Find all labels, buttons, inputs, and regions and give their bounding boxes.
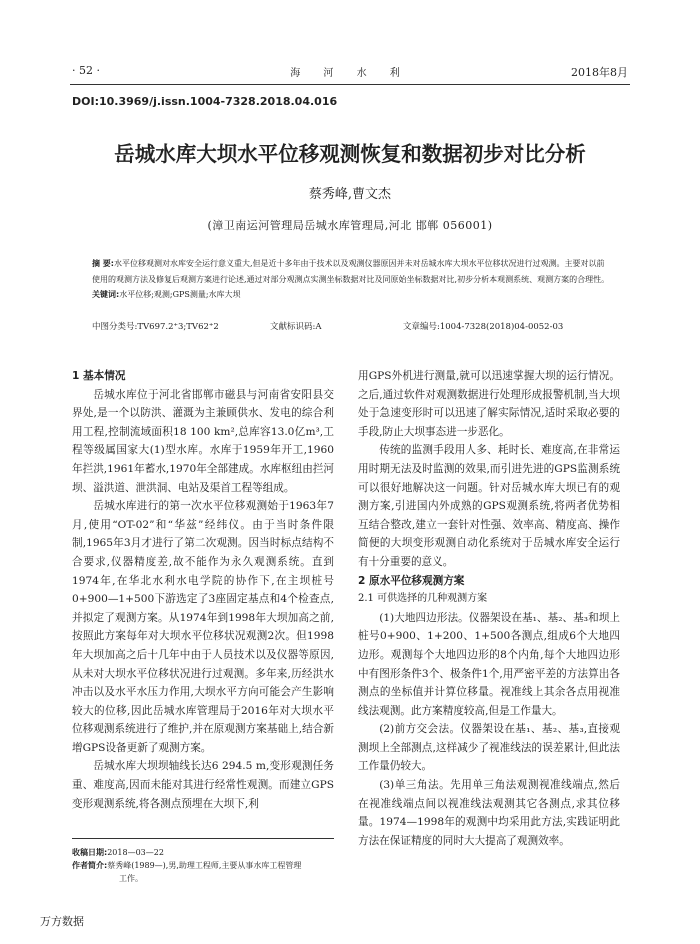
paragraph: (2)前方交会法。仪器架设在基₁、基₂、基₃,直接观测坝上全部测点,这样减少了视准线法的误差累计,但此法工作量仍较大。 [358, 723, 620, 773]
paragraph: 传统的监测手段用人多、耗时长、难度高,在非常运用时期无法及时监测的效果,而引进先进的GPS监测系统可以很好地解决这一问题。针对岳城水库大坝已有的观测方案,引进国内外成熟的GPS观测系统,将两者优势相互结合整改,建立一套针对性强、效率高、精度高、操作简便的大坝变形观测自动化系统对于岳城水库安全运行有十分重要的意义。 [358, 444, 620, 568]
paragraph: (3)单三角法。先用单三角法观测视准线端点,然后在视准线端点间以视准线法观测其它各测点,求其位移量。1974—1998年的观测中均采用此方法,实践证明此方法在保证精度的同时大大提高了观测效率。 [358, 779, 620, 847]
abstract-label: 摘 要: [92, 259, 114, 268]
received-date: 2018—03—22 [107, 848, 164, 857]
received-label: 收稿日期: [72, 848, 108, 857]
issue-date: 2018年8月 [571, 66, 628, 79]
page-number: · 52 · [72, 64, 100, 77]
author-bio-continuation: 工作。 [119, 874, 143, 883]
header-rule [70, 84, 630, 85]
document-code: 文献标识码:A [270, 322, 322, 332]
footnotes [72, 846, 334, 885]
author-bio-line [72, 859, 334, 872]
section-2-heading: 2 原水平位移观测方案 [358, 574, 465, 587]
keywords-text: 水平位移;观测;GPS测量;水库大坝 [119, 290, 241, 299]
clc-number: 中图分类号:TV697.2⁺3;TV62⁺2 [92, 322, 219, 332]
abstract-block [92, 256, 610, 303]
bio-text: 蔡秀峰(1989—),男,助理工程师,主要从事水库工程管理 [107, 861, 302, 870]
doi[interactable]: DOI:10.3969/j.issn.1004-7328.2018.04.016 [72, 95, 338, 108]
right-column [358, 367, 620, 850]
bio-label: 作者简介: [72, 861, 108, 870]
abstract [92, 256, 610, 287]
section-2-1-heading: 2.1 可供选择的几种观测方案 [358, 593, 488, 605]
paragraph: 岳城水库大坝坝轴线长达6 294.5 m,变形观测任务重、难度高,因而未能对其进行经常性观测。而建立GPS变形观测系统,将各测点预埋在大坝下,利 [72, 760, 334, 810]
watermark: 万方数据 [40, 915, 84, 928]
keywords [92, 287, 610, 303]
keywords-label: 关键词: [92, 290, 120, 299]
paragraph: 岳城水库进行的第一次水平位移观测始于1963年7月,使用“OT-02”和“华兹”经纬仪。由于当时条件限制,1965年3月才进行了第二次观测。因当时标点结构不合要求,仪器精度差,故不能作为永久观测系统。直到1974年,在华北水利水电学院的协作下,在主坝桩号0+900—1+500下游选定了3座固定基点和4个检查点,并拟定了观测方案。从1974年到1998年大坝加高之前,按照此方案每年对大坝水平位移状况观测2次。但1998年大坝加高之后十几年中由于人员技术以及仪器等原因,从未对大坝水平位移状况进行过观测。多年来,历经洪水冲击以及水平水压力作用,大坝水平方向可能会产生影响较大的位移,因此岳城水库管理局于2016年对大坝水平位移观测系统进行了维护,并在原观测方案基础上,结合新增GPS设备更新了观测方案。 [72, 500, 334, 754]
paper-title: 岳城水库大坝水平位移观测恢复和数据初步对比分析 [114, 142, 586, 166]
left-column [72, 367, 334, 813]
paragraph: (1)大地四边形法。仪器架设在基₁、基₂、基₃和坝上桩号0+900、1+200、1+500各测点,组成6个大地四边形。观测每个大地四边形的8个内角,每个大地四边形中有图形条件3个、极条件1个,用严密平差的方法算出各测点的坐标值并计算位移量。视准线上其余各点用视准线法观测。此方案精度较高,但是工作量大。 [358, 611, 620, 717]
footnote-rule [72, 838, 334, 839]
section-1-heading: 1 基本情况 [72, 370, 126, 382]
journal-name: 海 河 水 利 [290, 68, 410, 79]
paragraph: 用GPS外机进行测量,就可以迅速掌握大坝的运行情况。之后,通过软件对观测数据进行处理形成报警机制,当大坝处于急速变形时可以迅速了解实际情况,适时采取必要的手段,防止大坝事态进一步恶化。 [358, 370, 620, 438]
paragraph: 岳城水库位于河北省邯郸市磁县与河南省安阳县交界处,是一个以防洪、灌溉为主兼顾供水、发电的综合利用工程,控制流域面积18 100 km²,总库容13.0亿m³,工程等级属国家大(1)型水库。水库于1959年开工,1960年拦洪,1961年蓄水,1970年全部建成。水库枢纽由拦河坝、溢洪道、泄洪洞、电站及渠首工程等组成。 [72, 388, 334, 494]
affiliation: (漳卫南运河管理局岳城水库管理局,河北 邯郸 056001) [207, 219, 493, 232]
received-date-line [72, 846, 334, 859]
abstract-text: 水平位移观测对水库安全运行意义重大,但是近十多年由于技术以及观测仪器原因并未对岳城水库大坝水平位移状况进行过观测。主要对以前使用的观测方法及修复后观测方案进行论述,通过对部分观测点实测坐标数据对比及同原始坐标数据对比,初步分析本观测系统、观测方案的合理性。 [92, 259, 610, 284]
article-number: 文章编号:1004-7328(2018)04-0052-03 [403, 322, 564, 332]
authors: 蔡秀峰,曹文杰 [308, 187, 392, 202]
